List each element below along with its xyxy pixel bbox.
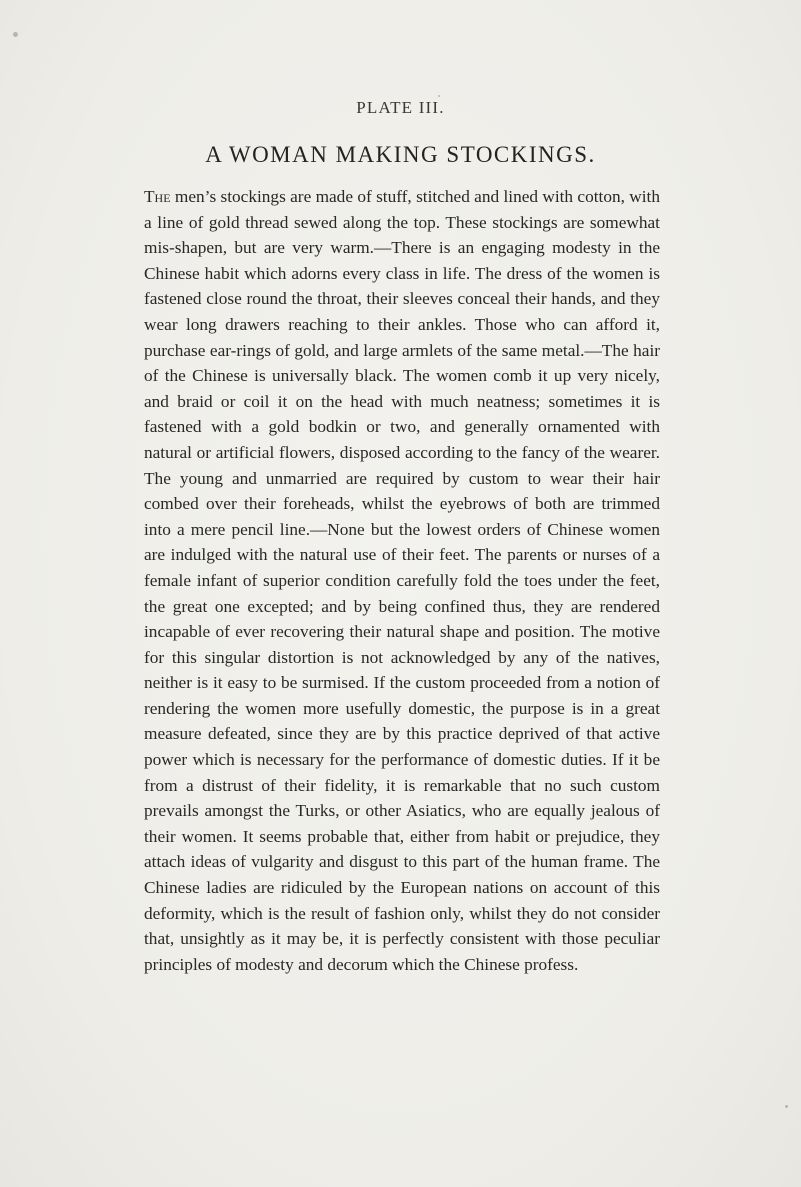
paper-speck [438, 95, 440, 97]
plate-label: PLATE III. [356, 98, 445, 117]
page-title: A WOMAN MAKING STOCKINGS. [205, 142, 596, 167]
lead-word: The [144, 187, 171, 206]
paper-speck [785, 1105, 788, 1108]
body-paragraph [144, 184, 660, 977]
paragraph-text: men’s stockings are made of stuff, stitched and lined with cotton, with a line of gold thread sewed along the top. These stockings are somewhat mis-shapen, but are very warm.—There is an engaging modesty in the Chinese habit which adorns every class in life. The dress of the women is fastened close round the throat, their sleeves conceal their hands, and they wear long drawers reaching to their ankles. Those who can afford it, purchase ear-rings of gold, and large armlets of the same metal.—The hair of the Chinese is universally black. The women comb it up very nicely, and braid or coil it on the head with much neatness; sometimes it is fastened with a gold bodkin or two, and generally ornamented with natural or artificial flowers, disposed according to the fancy of the wearer. The young and unmarried are required by custom to wear their hair combed over their foreheads, whilst the eyebrows of both are trimmed into a mere pencil line.—None but the lowest orders of Chinese women are indulged with the natural use of their feet. The parents or nurses of a female infant of superior condition carefully fold the toes under the feet, the great one excepted; and by being confined thus, they are rendered incapable of ever recovering their natural shape and position. The motive for this singular distortion is not acknowledged by any of the natives, neither is it easy to be surmised. If the custom proceeded from a notion of rendering the women more usefully domestic, the purpose is in a great measure defeated, since they are by this practice deprived of that active power which is necessary for the performance of domestic duties. If it be from a distrust of their fidelity, it is remarkable that no such custom prevails amongst the Turks, or other Asiatics, who are equally jealous of their women. It seems probable that, either from habit or prejudice, they attach ideas of vulgarity and disgust to this part of the human frame. The Chinese ladies are ridiculed by the European nations on account of this deformity, which is the result of fashion only, whilst they do not consider that, unsightly as it may be, it is perfectly consistent with those peculiar principles of modesty and decorum which the Chinese profess. [144, 187, 660, 974]
paper-speck [13, 32, 18, 37]
